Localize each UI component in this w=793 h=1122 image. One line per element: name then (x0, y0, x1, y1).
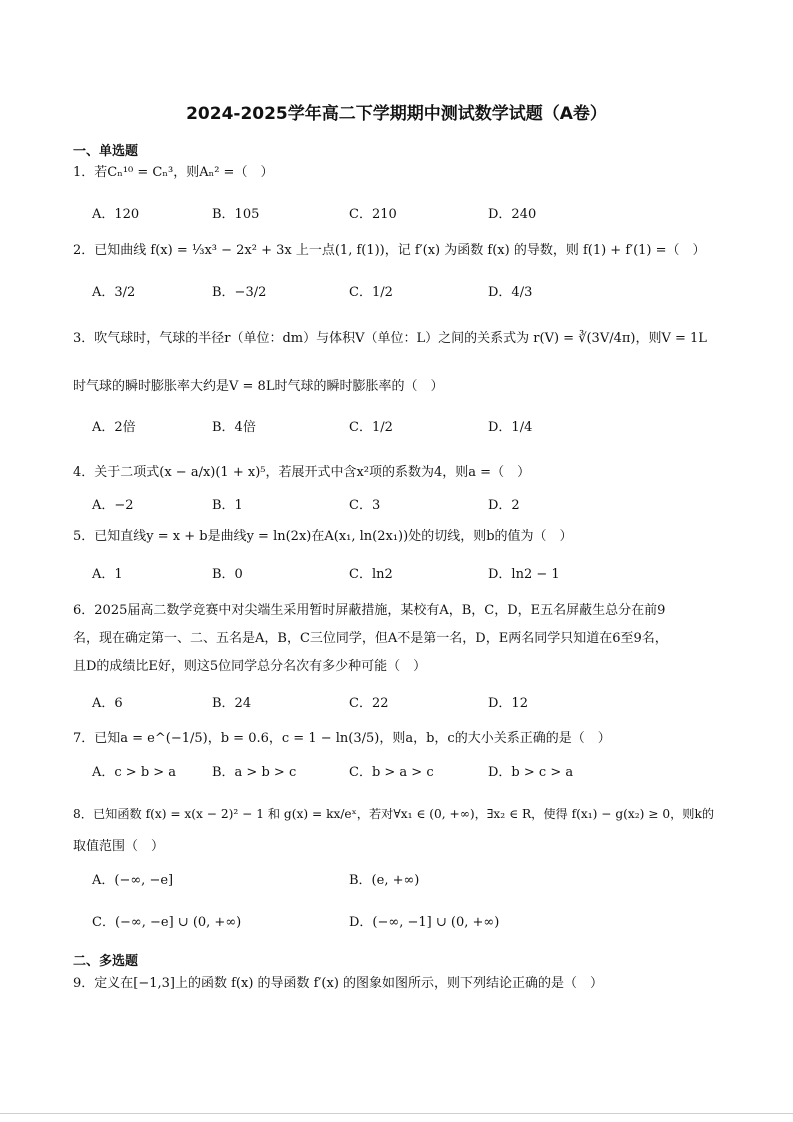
q5-option-d: D．ln2 − 1 (488, 567, 560, 582)
q3-option-c: C．1/2 (349, 420, 393, 435)
q6-option-c: C．22 (349, 696, 389, 711)
q2-option-a: A．3/2 (92, 285, 136, 300)
q5-option-c: C．ln2 (349, 567, 393, 582)
question-6-stem-line-1: 6．2025届高二数学竞赛中对尖端生采用暂时屏蔽措施，某校有A，B，C，D，E五名屏蔽生总分在前9 (73, 603, 666, 618)
question-6-stem-line-3: 且D的成绩比E好，则这5位同学总分名次有多少种可能（ ） (73, 659, 427, 674)
q5-option-b: B．0 (212, 567, 243, 582)
q7-option-a: A．c > b > a (92, 765, 177, 780)
page-bottom-divider (0, 1113, 793, 1114)
q8-option-a: A．(−∞, −e] (92, 873, 174, 888)
q4-option-d: D．2 (488, 498, 520, 513)
q3-option-b: B．4倍 (212, 420, 256, 435)
q6-option-a: A．6 (92, 696, 123, 711)
q2-option-d: D．4/3 (488, 285, 533, 300)
exam-title: 2024-2025学年高二下学期期中测试数学试题（A卷） (186, 104, 607, 124)
q4-option-b: B．1 (212, 498, 243, 513)
question-9-stem: 9．定义在[−1,3]上的函数 f(x) 的导函数 f′(x) 的图象如图所示，则下列结论正确的是（ ） (73, 976, 604, 991)
question-8-stem-line-1: 8．已知函数 f(x) = x(x − 2)² − 1 和 g(x) = kx/eˣ，若对∀x₁ ∈ (0, +∞)，∃x₂ ∈ R，使得 f(x₁) − g(x₂) ≥ 0，则k的 (73, 807, 715, 821)
question-4-stem: 4．关于二项式(x − a/x)(1 + x)⁵，若展开式中含x²项的系数为4，则a =（ ） (73, 465, 531, 480)
q4-option-a: A．−2 (92, 498, 134, 513)
q1-option-d: D．240 (488, 207, 537, 222)
question-2-stem: 2．已知曲线 f(x) = ⅓x³ − 2x² + 3x 上一点(1, f(1))，记 f′(x) 为函数 f(x) 的导数，则 f(1) + f′(1) =（ ） (73, 243, 706, 258)
question-3-stem-line-1: 3．吹气球时，气球的半径r（单位：dm）与体积V（单位：L）之间的关系式为 r(V) = ∛(3V/4π)，则V = 1L (73, 331, 707, 346)
q1-option-b: B．105 (212, 207, 260, 222)
q5-option-a: A．1 (92, 567, 123, 582)
q2-option-c: C．1/2 (349, 285, 393, 300)
question-5-stem: 5．已知直线y = x + b是曲线y = ln(2x)在A(x₁, ln(2x₁))处的切线，则b的值为（ ） (73, 529, 573, 544)
q4-option-c: C．3 (349, 498, 381, 513)
q1-option-a: A．120 (92, 207, 140, 222)
q6-option-d: D．12 (488, 696, 528, 711)
q1-option-c: C．210 (349, 207, 397, 222)
q2-option-b: B．−3/2 (212, 285, 267, 300)
q7-option-c: C．b > a > c (349, 765, 434, 780)
question-7-stem: 7．已知a = e^(−1/5)，b = 0.6，c = 1 − ln(3/5)，则a，b，c的大小关系正确的是（ ） (73, 731, 611, 746)
question-8-stem-line-2: 取值范围（ ） (73, 839, 165, 854)
q8-option-b: B．(e, +∞) (349, 873, 420, 888)
q8-option-d: D．(−∞, −1] ∪ (0, +∞) (349, 915, 500, 930)
q7-option-b: B．a > b > c (212, 765, 297, 780)
q3-option-d: D．1/4 (488, 420, 533, 435)
section-heading-single-choice: 一、单选题 (73, 144, 139, 159)
q6-option-b: B．24 (212, 696, 252, 711)
question-1-stem: 1．若Cₙ¹⁰ = Cₙ³，则Aₙ² =（ ） (73, 165, 274, 180)
question-6-stem-line-2: 名，现在确定第一、二、五名是A，B，C三位同学，但A不是第一名，D，E两名同学只知道在6至9名， (73, 631, 668, 646)
question-3-stem-line-2: 时气球的瞬时膨胀率大约是V = 8L时气球的瞬时膨胀率的（ ） (73, 379, 444, 394)
q8-option-c: C．(−∞, −e] ∪ (0, +∞) (92, 915, 242, 930)
section-heading-multiple-choice: 二、多选题 (73, 954, 139, 969)
q3-option-a: A．2倍 (92, 420, 136, 435)
q7-option-d: D．b > c > a (488, 765, 574, 780)
